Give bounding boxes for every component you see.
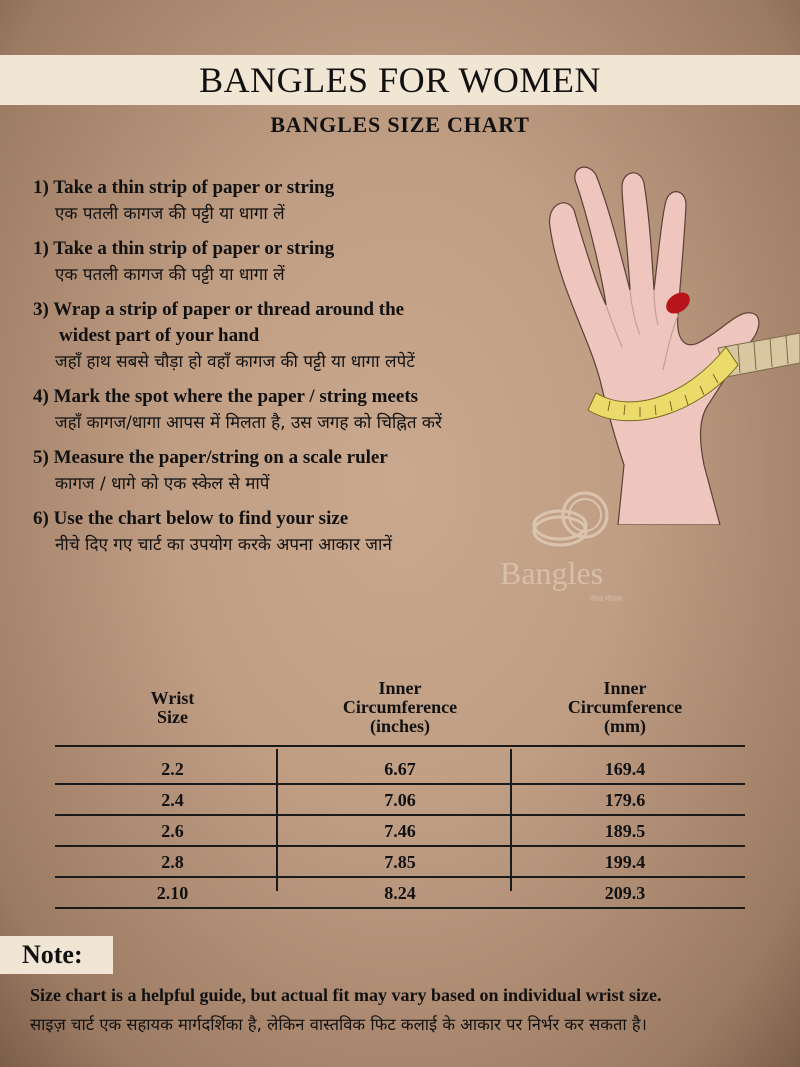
note-text-hi: साइज़ चार्ट एक सहायक मार्गदर्शिका है, लेकिन वास्तविक फिट कलाई के आकार पर निर्भर कर सकता है। [30, 1015, 647, 1034]
table-row [55, 847, 745, 878]
step-text-en: 3) Wrap a strip of paper or thread around the [33, 299, 405, 320]
header-line: (inches) [370, 716, 430, 736]
table-row [55, 754, 745, 785]
step-6 [33, 506, 573, 558]
header-line: (mm) [604, 716, 646, 736]
step-text-en: 1) Take a thin strip of paper or string [33, 238, 335, 259]
step-1 [33, 175, 573, 227]
header-circumference-mm [525, 679, 725, 736]
step-text-en: 5) Measure the paper/string on a scale ruler [33, 447, 388, 468]
cell-wrist-size: 2.4 [161, 790, 184, 810]
watermark-subtext: गोल्ड मॉडल्स [590, 596, 623, 603]
bangles-logo-icon [525, 485, 615, 555]
cell-mm: 179.6 [604, 790, 646, 810]
note-label-box [0, 936, 113, 974]
header-line: Size [157, 707, 188, 727]
cell-inches: 7.06 [384, 790, 416, 810]
step-text-en: 1) Take a thin strip of paper or string [33, 177, 335, 198]
cell-wrist-size: 2.10 [156, 883, 189, 903]
cell-wrist-size: 2.6 [161, 821, 184, 841]
note-label: Note: [22, 940, 83, 969]
table-row [55, 816, 745, 847]
header-circumference-inches [300, 679, 500, 736]
step-text-hi: जहाँ कागज/धागा आपस में मिलता है, उस जगह को चिह्नित करें [55, 413, 442, 433]
column-divider [510, 749, 512, 891]
header-line: Circumference [567, 697, 683, 717]
cell-wrist-size: 2.8 [161, 852, 184, 872]
cell-mm: 189.5 [604, 821, 646, 841]
header-line: Inner [378, 678, 422, 698]
step-5 [33, 445, 573, 497]
note-text-en: Size chart is a helpful guide, but actual fit may vary based on individual wrist size. [30, 985, 662, 1005]
header-line: Circumference [342, 697, 458, 717]
step-2 [33, 236, 573, 288]
step-text-hi: कागज / धागे को एक स्केल से मापें [55, 474, 270, 494]
page-subtitle: BANGLES SIZE CHART [270, 112, 530, 137]
cell-wrist-size: 2.2 [161, 759, 184, 779]
table-row [55, 878, 745, 909]
step-text-hi: एक पतली कागज की पट्टी या धागा लें [55, 204, 285, 224]
cell-inches: 7.85 [384, 852, 416, 872]
bangles-watermark [495, 485, 655, 610]
cell-inches: 6.67 [384, 759, 416, 779]
instruction-steps [33, 175, 573, 567]
cell-mm: 199.4 [604, 852, 646, 872]
step-3 [33, 297, 573, 375]
hand-measuring-illustration [548, 165, 800, 525]
step-text-hi: एक पतली कागज की पट्टी या धागा लें [55, 265, 285, 285]
step-text-en: 6) Use the chart below to find your size [33, 508, 349, 529]
title-band [0, 55, 800, 105]
header-line: Inner [603, 678, 647, 698]
page-title: BANGLES FOR WOMEN [199, 60, 601, 100]
cell-mm: 209.3 [604, 883, 646, 903]
cell-inches: 8.24 [384, 883, 416, 903]
step-text-en: 4) Mark the spot where the paper / string meets [33, 386, 419, 407]
step-4 [33, 384, 573, 436]
size-chart-table [55, 675, 745, 909]
header-wrist-size [105, 689, 240, 727]
table-body [55, 754, 745, 909]
step-text-hi: जहाँ हाथ सबसे चौड़ा हो वहाँ कागज की पट्टी या धागा लपेटें [55, 352, 415, 372]
table-header [55, 675, 745, 747]
header-line: Wrist [150, 688, 195, 708]
column-divider [276, 749, 278, 891]
step-text-hi: नीचे दिए गए चार्ट का उपयोग करके अपना आकार जानें [55, 535, 392, 555]
cell-mm: 169.4 [604, 759, 646, 779]
step-text-en-continued: widest part of your hand [59, 325, 260, 346]
watermark-text: Bangles [500, 555, 604, 591]
cell-inches: 7.46 [384, 821, 416, 841]
table-row [55, 785, 745, 816]
